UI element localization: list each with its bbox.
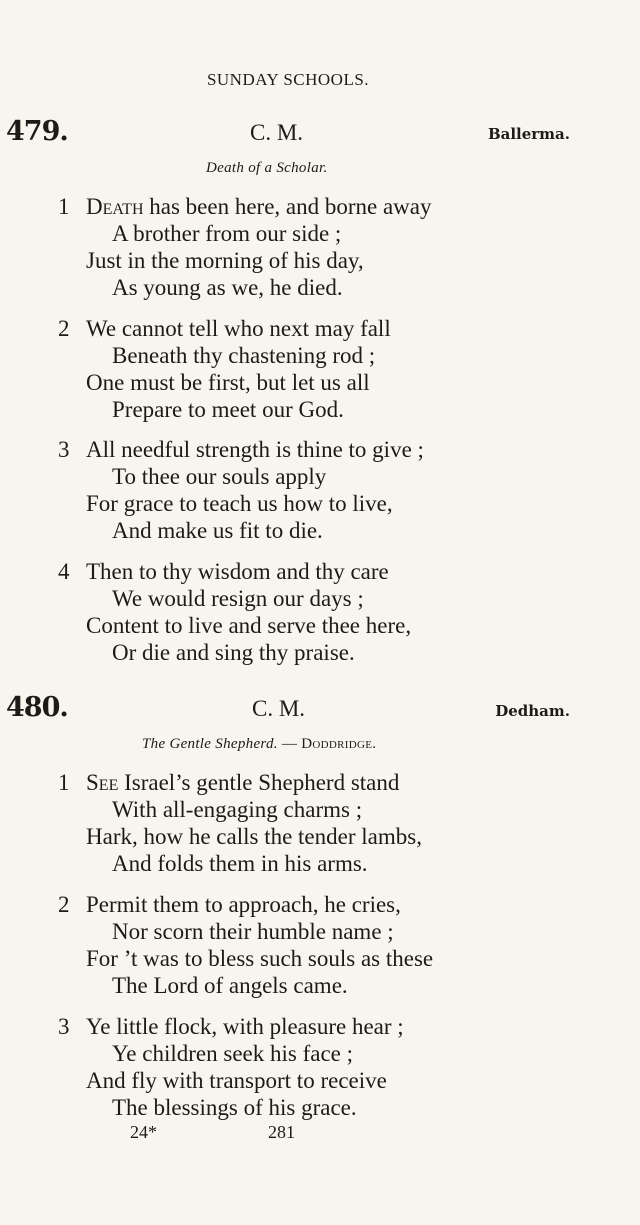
verse-line: For ’t was to bless such souls as these xyxy=(86,946,434,971)
verse-line: As young as we, he died. xyxy=(112,275,343,300)
verse-line: Then to thy wisdom and thy care xyxy=(86,559,389,584)
verse-line: To thee our souls apply xyxy=(112,464,327,489)
verse-line: For grace to teach us how to live, xyxy=(86,491,393,516)
stanza-number: 1 xyxy=(58,194,70,219)
verse-line: Nor scorn their humble name ; xyxy=(112,919,394,944)
verse-line: Or die and sing thy praise. xyxy=(112,640,355,665)
stanza-number: 2 xyxy=(58,892,70,917)
hymn-number: 479. xyxy=(6,116,68,147)
signature-mark: 24* xyxy=(130,1122,157,1142)
running-head: SUNDAY SCHOOLS. xyxy=(206,70,370,89)
verse-line: The Lord of angels came. xyxy=(112,973,348,998)
verse-line: One must be first, but let us all xyxy=(86,370,370,395)
tune-name: Dedham. xyxy=(495,702,570,720)
stanza-number: 1 xyxy=(58,770,70,795)
verse-line: We cannot tell who next may fall xyxy=(86,316,391,341)
tune-name: Ballerma. xyxy=(487,125,570,143)
verse-line: Permit them to approach, he cries, xyxy=(86,892,401,917)
stanza-number: 3 xyxy=(58,437,70,462)
stanza-number: 4 xyxy=(58,559,70,584)
verse-line: Death has been here, and borne away xyxy=(86,194,432,219)
verse-line: And make us fit to die. xyxy=(112,518,323,543)
verse-line: Hark, how he calls the tender lambs, xyxy=(86,824,422,849)
verse-line: Ye little flock, with pleasure hear ; xyxy=(86,1014,404,1039)
page-number: 281 xyxy=(268,1122,295,1142)
hymn-number: 480. xyxy=(6,692,68,723)
verse-line: The blessings of his grace. xyxy=(112,1095,357,1120)
hymn-subtitle: Death of a Scholar. xyxy=(206,160,328,176)
first-word: See xyxy=(86,770,119,795)
verse-line: Content to live and serve thee here, xyxy=(86,613,412,638)
verse-line: We would resign our days ; xyxy=(112,586,364,611)
verse-line: A brother from our side ; xyxy=(112,221,342,246)
stanza-number: 3 xyxy=(58,1014,70,1039)
verse-line: And fly with transport to receive xyxy=(86,1068,387,1093)
meter: C. M. xyxy=(250,120,304,145)
hymn-subtitle: The Gentle Shepherd. — Doddridge. xyxy=(142,736,377,752)
verse-line: Ye children seek his face ; xyxy=(112,1041,354,1066)
verse-line: All needful strength is thine to give ; xyxy=(86,437,424,462)
first-word: Death xyxy=(86,194,144,219)
stanza-number: 2 xyxy=(58,316,70,341)
hymn-author: — Doddridge. xyxy=(281,736,377,752)
verse-line: Beneath thy chastening rod ; xyxy=(112,343,376,368)
verse-line: And folds them in his arms. xyxy=(112,851,368,876)
verse-line: Just in the morning of his day, xyxy=(86,248,364,273)
verse-line: With all-engaging charms ; xyxy=(112,797,363,822)
verse-line: Prepare to meet our God. xyxy=(112,397,344,422)
verse-line: See Israel’s gentle Shepherd stand xyxy=(86,770,400,795)
meter: C. M. xyxy=(252,696,306,721)
